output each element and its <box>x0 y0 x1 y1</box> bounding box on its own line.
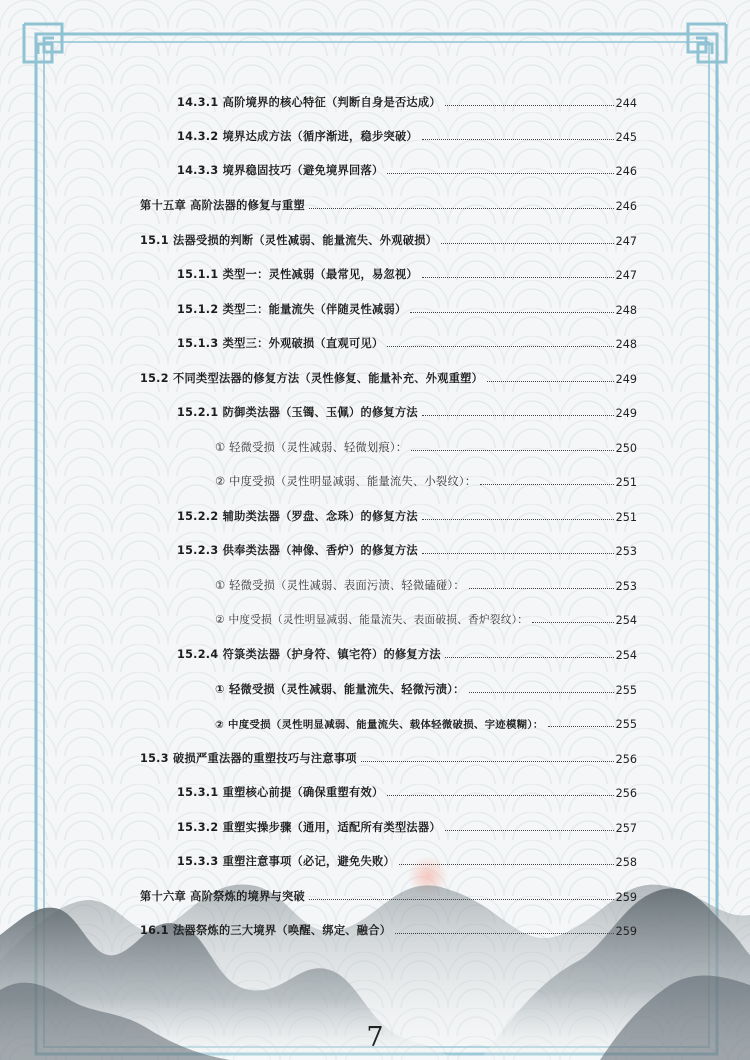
toc-entry[interactable] <box>140 366 637 386</box>
dot-leader <box>361 761 614 762</box>
toc-entry-title: 14.3.3 境界稳固技巧（避免境界回落） <box>177 164 384 177</box>
toc-entry[interactable] <box>177 331 637 351</box>
toc-entry[interactable] <box>215 677 637 697</box>
dot-leader <box>445 657 614 658</box>
toc-entry-title: 15.3.2 重塑实操步骤（通用，适配所有类型法器） <box>177 821 441 834</box>
toc-entry[interactable] <box>140 884 637 904</box>
toc-entry-page: 255 <box>615 684 637 697</box>
dot-leader <box>480 484 613 485</box>
dot-leader <box>309 899 614 900</box>
toc-entry-page: 246 <box>615 200 637 213</box>
toc-entry[interactable] <box>177 849 637 869</box>
dot-leader <box>387 795 613 796</box>
dot-leader <box>395 933 613 934</box>
toc-entry-title: 14.3.2 境界达成方法（循序渐进，稳步突破） <box>177 130 418 143</box>
toc-entry[interactable] <box>215 711 637 731</box>
toc-entry-title: 15.1.3 类型三：外观破损（直观可见） <box>177 337 384 350</box>
toc-entry-page: 245 <box>615 131 637 144</box>
dot-leader <box>422 277 614 278</box>
toc-entry-page: 256 <box>615 753 637 766</box>
toc-entry-page: 257 <box>615 822 637 835</box>
toc-entry[interactable] <box>177 400 637 420</box>
toc-entry-title: 15.3.1 重塑核心前提（确保重塑有效） <box>177 786 384 799</box>
toc-entry[interactable] <box>140 228 637 248</box>
toc-entry-page: 253 <box>615 580 637 593</box>
dot-leader <box>422 553 614 554</box>
dot-leader <box>469 588 614 589</box>
dot-leader <box>309 208 614 209</box>
dot-leader <box>532 622 613 623</box>
dot-leader <box>469 692 614 693</box>
dot-leader <box>487 381 613 382</box>
toc-entry[interactable] <box>215 573 637 593</box>
dot-leader <box>422 139 614 140</box>
toc-entry-title: 第十六章 高阶祭炼的境界与突破 <box>140 890 306 903</box>
toc-entry-page: 251 <box>615 511 637 524</box>
dot-leader <box>548 726 614 727</box>
toc-entry[interactable] <box>177 90 637 110</box>
toc-entry-title: ② 中度受损（灵性明显减弱、能量流失、小裂纹）： <box>215 475 477 488</box>
toc-entry-title: 14.3.1 高阶境界的核心特征（判断自身是否达成） <box>177 96 441 109</box>
toc-entry-page: 254 <box>615 649 637 662</box>
toc-entry-title: 16.1 法器祭炼的三大境界（唤醒、绑定、融合） <box>140 924 392 937</box>
dot-leader <box>422 519 614 520</box>
toc-entry-page: 249 <box>615 373 637 386</box>
toc-entry[interactable] <box>177 642 637 662</box>
toc-entry-page: 253 <box>615 545 637 558</box>
page-number: 7 <box>366 1022 384 1053</box>
toc-entry[interactable] <box>215 435 637 455</box>
toc-entry[interactable] <box>177 504 637 524</box>
toc-entry[interactable] <box>177 538 637 558</box>
toc-entry-title: ① 轻微受损（灵性减弱、能量流失、轻微污渍）： <box>215 683 465 696</box>
toc-entry[interactable] <box>140 193 637 213</box>
toc-entry[interactable] <box>215 469 637 489</box>
toc-entry-title: 15.2.1 防御类法器（玉镯、玉佩）的修复方法 <box>177 406 418 419</box>
toc-entry-page: 247 <box>615 269 637 282</box>
toc-entry-page: 256 <box>615 787 637 800</box>
toc-entry[interactable] <box>177 262 637 282</box>
toc-entry-page: 255 <box>615 718 637 731</box>
dot-leader <box>445 830 614 831</box>
dot-leader <box>411 450 613 451</box>
toc-entry[interactable] <box>140 746 637 766</box>
toc-entry-page: 254 <box>615 614 637 627</box>
toc-entry-title: 15.2.2 辅助类法器（罗盘、念珠）的修复方法 <box>177 510 418 523</box>
toc-entry-page: 248 <box>615 338 637 351</box>
toc-entry-page: 251 <box>615 476 637 489</box>
dot-leader <box>410 312 613 313</box>
toc-entry-page: 259 <box>615 891 637 904</box>
toc-entry-title: 15.1.1 类型一：灵性减弱（最常见，易忽视） <box>177 268 418 281</box>
toc-entry[interactable] <box>177 297 637 317</box>
toc-entry-title: 15.3 破损严重法器的重塑技巧与注意事项 <box>140 752 357 765</box>
dot-leader <box>422 415 614 416</box>
toc-entry-page: 248 <box>615 304 637 317</box>
toc-entry-title: ② 中度受损（灵性明显减弱、能量流失、表面破损、香炉裂纹）： <box>215 614 529 626</box>
toc-entry[interactable] <box>177 124 637 144</box>
toc-entry-title: 15.2.4 符箓类法器（护身符、镇宅符）的修复方法 <box>177 648 441 661</box>
dot-leader <box>441 243 613 244</box>
toc-entry-title: 15.2 不同类型法器的修复方法（灵性修复、能量补充、外观重塑） <box>140 372 484 385</box>
toc-entry-title: 15.2.3 供奉类法器（神像、香炉）的修复方法 <box>177 544 418 557</box>
toc-entry[interactable] <box>177 780 637 800</box>
toc-entry[interactable] <box>177 158 637 178</box>
dot-leader <box>445 105 614 106</box>
toc-entry[interactable] <box>177 815 637 835</box>
toc-entry-page: 249 <box>615 407 637 420</box>
toc-entry-page: 246 <box>615 165 637 178</box>
toc-entry-title: 15.3.3 重塑注意事项（必记，避免失败） <box>177 855 395 868</box>
toc-entry[interactable] <box>215 607 637 627</box>
toc-entry-title: ① 轻微受损（灵性减弱、轻微划痕）： <box>215 441 408 454</box>
dot-leader <box>387 173 613 174</box>
toc-entry-title: 第十五章 高阶法器的修复与重塑 <box>140 199 306 212</box>
toc-entry-title: 15.1.2 类型二：能量流失（伴随灵性减弱） <box>177 303 407 316</box>
dot-leader <box>399 864 614 865</box>
toc-entry-page: 250 <box>615 442 637 455</box>
toc-entry-page: 259 <box>615 925 637 938</box>
toc-entry-title: ① 轻微受损（灵性减弱、表面污渍、轻微磕碰）： <box>215 579 465 592</box>
toc-entry-page: 247 <box>615 235 637 248</box>
toc-entry-title: ② 中度受损（灵性明显减弱、能量流失、载体轻微破损、字迹模糊）： <box>215 719 544 731</box>
toc-entry[interactable] <box>140 918 637 938</box>
toc-entry-title: 15.1 法器受损的判断（灵性减弱、能量流失、外观破损） <box>140 234 438 247</box>
toc-entry-page: 258 <box>615 856 637 869</box>
toc-entry-page: 244 <box>615 97 637 110</box>
dot-leader <box>387 346 613 347</box>
